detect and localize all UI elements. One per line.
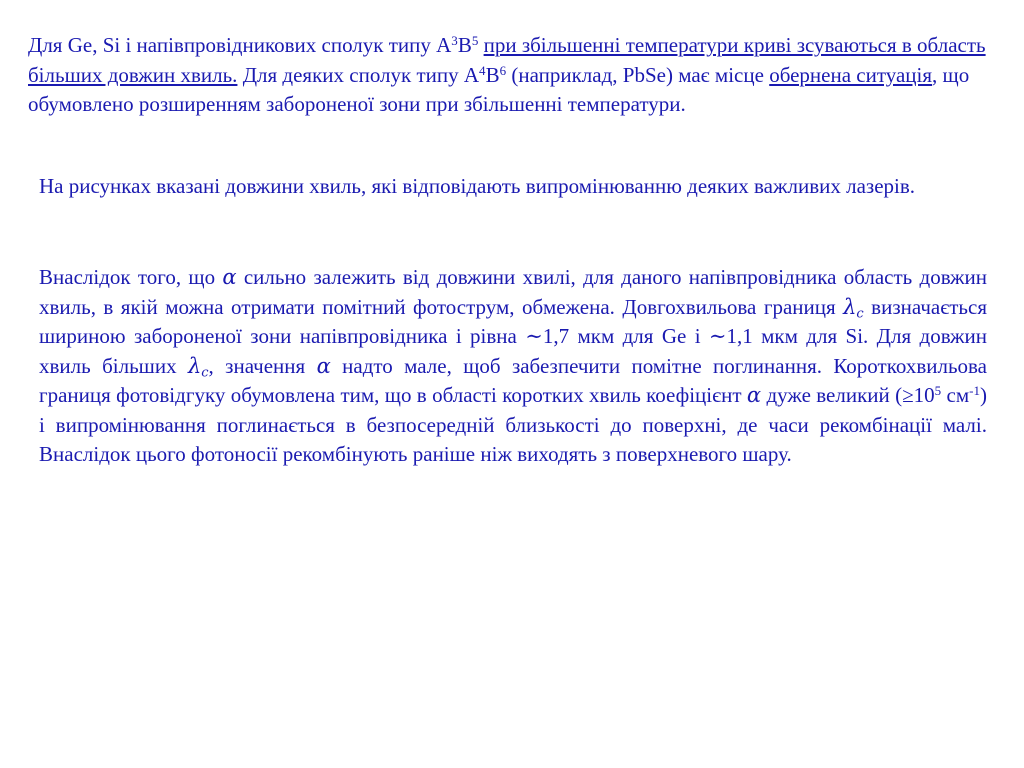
paragraph-lasers [39, 172, 978, 202]
text-span: см [941, 383, 970, 407]
subscript: c [856, 305, 864, 321]
lambda-symbol: λ [187, 353, 202, 378]
underlined-text: при збільшенні температури криві зсуваються в область більших довжин хвиль. [28, 33, 986, 87]
superscript: -1 [969, 382, 980, 398]
lambda-symbol: λ [843, 294, 857, 319]
text-span: На рисунках вказані довжини хвиль, які відповідають випромінюванню деяких важливих лазерів. [39, 174, 916, 198]
text-span: Для Ge, Si і напівпровідникових сполук типу A [28, 33, 452, 57]
text-span: (наприклад, PbSe) має місце [506, 62, 770, 87]
text-span: B [457, 33, 472, 57]
superscript: 4 [479, 62, 486, 78]
text-span: надто мале, щоб забезпечити помітне поглинання. Короткохвильова границя фотовідгуку обумовлена тим, що в області коротких хвиль коефіцієнт [39, 353, 987, 407]
superscript: 3 [451, 32, 458, 48]
superscript: 5 [934, 382, 942, 398]
alpha-symbol: α [316, 353, 331, 378]
text-span: ) і випромінювання поглинається в безпосередній близькості до поверхні, де часи рекомбінації малі. Внаслідок цього фотоносії рекомбінують раніше ніж виходять з поверхневого шару. [39, 383, 987, 466]
alpha-symbol: α [222, 265, 237, 289]
text-span: , що обумовлено розширенням забороненої зони при збільшенні температури. [28, 62, 970, 116]
text-span: визначається шириною забороненої зони напівпровідника і рівна ∼1,7 мкм для Ge і ∼1,1 мкм для Si. Для довжин хвиль більших [39, 294, 987, 378]
superscript: 6 [499, 62, 507, 78]
text-span: B [485, 62, 500, 87]
paragraph-temperature-shift [28, 31, 998, 120]
alpha-symbol: α [746, 383, 762, 407]
superscript: 5 [471, 32, 479, 48]
paragraph-wavelength-limits [39, 263, 987, 470]
underlined-text: обернена ситуація [769, 62, 933, 87]
text-span: дуже великий (≥10 [761, 383, 935, 407]
text-span: Для деяких сполук типу A [237, 62, 480, 87]
text-span: Внаслідок того, що [39, 265, 223, 289]
text-span: сильно залежить від довжини хвилі, для даного напівпровідника область довжин хвиль, в якій можна отримати помітний фотострум, обмежена. Довгохвильова границя [39, 265, 988, 319]
text-span: , значення [208, 353, 317, 378]
subscript: c [201, 364, 209, 380]
